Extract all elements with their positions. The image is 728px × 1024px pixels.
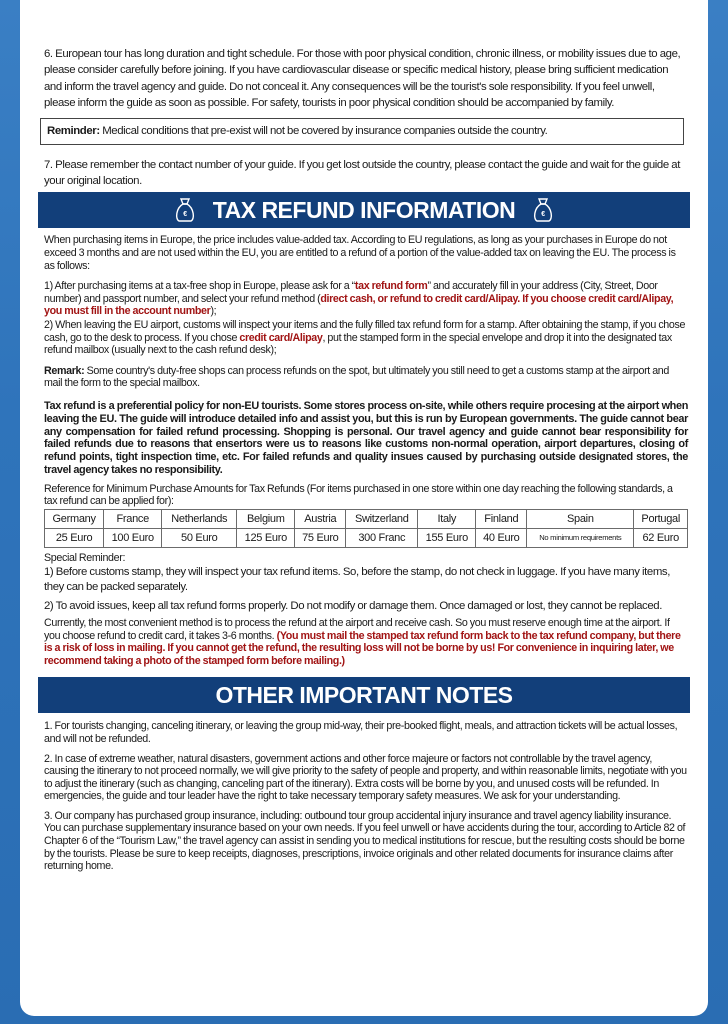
table-cell-country: Switzerland bbox=[346, 509, 418, 528]
tax-refund-banner bbox=[38, 192, 690, 228]
table-row-amounts bbox=[45, 528, 688, 547]
tax-step-2 bbox=[44, 319, 688, 357]
tax-table-caption: Reference for Minimum Purchase Amounts for Tax Refunds (For items purchased in one store within one day reaching the following standards, a tax refund can be applied for): bbox=[44, 482, 673, 508]
table-cell-amount bbox=[527, 528, 634, 547]
money-bag-icon bbox=[531, 197, 555, 223]
current-method-text: Currently, the most convenient method is to process the refund at the airport and receive cash. So you must reserve enough time at the airport. If you choose refund to credit card, it takes 3-6 months. bbox=[44, 616, 670, 642]
svg-text:€: € bbox=[541, 211, 545, 219]
tax-remark bbox=[44, 365, 688, 390]
table-cell-amount: 50 Euro bbox=[162, 528, 237, 547]
table-cell-amount: 125 Euro bbox=[237, 528, 295, 547]
tax-step-2-text: 2) When leaving the EU airport, customs will inspect your items and the fully filled tax refund form for a stamp. After obtaining the stamp, if you chose cash, go to the desk to process. If you chose bbox=[44, 319, 686, 344]
table-cell-country: Spain bbox=[527, 509, 634, 528]
note-2: 2. In case of extreme weather, natural disasters, government actions and other force majeure or factors not controllable by the travel agency, causing the itinerary to not proceed normally, we will give priority to the safety of people and property, and within reasonable limits, negotiate with you to adjust the itinerary (such as changing, canceling part of the itinerary). Extra costs will be borne by you, and unused costs will be refunded. In emergencies, the guide and tour leader have the right to take necessary temporary safety measures. We ask for your understanding. bbox=[44, 752, 687, 803]
table-cell-amount: 75 Euro bbox=[295, 528, 346, 547]
reminder-box bbox=[40, 118, 684, 145]
tax-policy-paragraph: Tax refund is a preferential policy for non-EU tourists. Some stores process on-site, while others require procesing at the airport when leaving the EU. The guide will introduce detailed info and assist you, but this is run by European governments. The guide cannot bear any compensation for failed refund processing. Shopping is personal. Our travel agency and guide cannot bear responsibility for failed refunds due to reasons that ensertors were us to reasons like customs non-normal operation, airport departures, closing of refund points, tight inspection time, etc. For failed refunds and quality insues caused by purchasing outside designated stores, the travel agency takes no responsibility. bbox=[44, 399, 688, 476]
section-7-paragraph: 7. Please remember the contact number of your guide. If you get lost outside the country, please contact the guide and wait for the guide at your original location. bbox=[44, 158, 680, 188]
reminder-label: Reminder: bbox=[47, 124, 100, 137]
table-cell-amount: 300 Franc bbox=[346, 528, 418, 547]
section-6-paragraph: 6. European tour has long duration and tight schedule. For those with poor physical condition, chronic illness, or mobility issues due to age, please consider carefully before joining. If you have cardiovascular disease or specific medical history, please bring sufficient medication and inform the travel agency and guide. Do not conceal it. Any consequences will be the tourist's sole responsibility. If you feel unwell, please inform the guide as soon as possible. For safety, tourists in poor physical condition should be accompanied by family. bbox=[44, 48, 681, 110]
refund-method-highlight: direct cash, or refund to credit card/Alipay. If you choose credit card/Alipay, you must fill in the account number bbox=[44, 292, 674, 318]
tax-minimum-table bbox=[44, 509, 688, 548]
tax-step-1-text: 1) After purchasing items at a tax-free shop in Europe, please ask for a “ bbox=[44, 280, 355, 293]
tax-step-1 bbox=[44, 280, 688, 318]
tax-intro-paragraph: When purchasing items in Europe, the price includes value-added tax. According to EU regulations, as long as your purchases in Europe do not exceed 3 months and are not used within the EU, you are entitled to a refund of a portion of the value-added tax on leaving the EU. The process is as follows: bbox=[44, 234, 676, 272]
tax-step-1-end: ); bbox=[210, 305, 217, 318]
table-cell-amount: 155 Euro bbox=[418, 528, 476, 547]
tax-step-2-text-2: , put the stamped form in the special envelope and drop it into the designated tax refund mailbox (usually next to the cash refund desk); bbox=[44, 331, 672, 357]
other-notes-banner bbox=[38, 677, 690, 713]
table-cell-country: Portugal bbox=[634, 509, 688, 528]
table-cell-country: France bbox=[104, 509, 162, 528]
other-notes-title: OTHER IMPORTANT NOTES bbox=[215, 681, 513, 708]
money-bag-icon bbox=[173, 197, 197, 223]
table-cell-amount: 40 Euro bbox=[476, 528, 527, 547]
table-row-countries bbox=[45, 509, 688, 528]
mailing-warning-highlight: (You must mail the stamped tax refund form back to the tax refund company, but there is a risk of loss in mailing. If you cannot get the refund, the resulting loss will not be borne by us! For convenience in inquiring later, we recommend taking a photo of the stamped form before mailing.) bbox=[44, 629, 681, 667]
document-page bbox=[20, 0, 708, 1016]
credit-card-alipay-highlight: credit card/Alipay bbox=[239, 331, 323, 344]
table-cell-country: Belgium bbox=[237, 509, 295, 528]
table-cell-country: Netherlands bbox=[162, 509, 237, 528]
table-cell-country: Germany bbox=[45, 509, 104, 528]
tax-step-1-text-2: ” and accurately fill in your address (City, Street, Door number) and passport number, and select your refund method ( bbox=[44, 280, 658, 305]
remark-label: Remark: bbox=[44, 364, 85, 377]
remark-text: Some country's duty-free shops can process refunds on the spot, but ultimately you still need to get a customs stamp at the airport and mail the form to the special mailbox. bbox=[44, 364, 670, 390]
reminder-text: Medical conditions that pre-exist will not be covered by insurance companies outside the country. bbox=[99, 124, 548, 137]
table-cell-amount: 100 Euro bbox=[104, 528, 162, 547]
tax-refund-form-highlight: tax refund form bbox=[354, 280, 428, 293]
current-method-paragraph bbox=[44, 617, 688, 667]
table-cell-country: Finland bbox=[476, 509, 527, 528]
table-cell-amount: 25 Euro bbox=[45, 528, 104, 547]
table-cell-country: Italy bbox=[418, 509, 476, 528]
table-cell-country: Austria bbox=[295, 509, 346, 528]
svg-text:€: € bbox=[183, 211, 187, 219]
note-3: 3. Our company has purchased group insurance, including: outbound tour group accidental injury insurance and travel agency liability insurance. You can purchase supplementary insurance based on your own needs. If you feel unwell or have accidents during the tour, according to Article 82 of Chapter 6 of the “Tourism Law,” the travel agency can assist in sending you to medical institutions for rescue, but the resulting costs should be borne by the tourists. Please be sure to keep receipts, diagnoses, prescriptions, invoice originals and other related documents for insurance claims after returning home. bbox=[44, 809, 686, 873]
note-1: 1. For tourists changing, canceling itinerary, or leaving the group mid-way, their pre-booked flight, meals, and attraction tickets will be actual losses, and will not be refunded. bbox=[44, 720, 678, 745]
no-minimum-note: No minimum requirements bbox=[539, 532, 622, 542]
special-reminder-label: Special Reminder: bbox=[44, 551, 126, 564]
document-content bbox=[44, 0, 688, 873]
table-cell-amount: 62 Euro bbox=[634, 528, 688, 547]
special-reminder-1: 1) Before customs stamp, they will inspect your tax refund items. So, before the stamp, do not check in luggage. If you have many items, they can be packed separately. bbox=[44, 565, 670, 593]
tax-refund-title: TAX REFUND INFORMATION bbox=[212, 196, 516, 223]
special-reminder-2: 2) To avoid issues, keep all tax refund forms properly. Do not modify or damage them. Once damaged or lost, they cannot be replaced. bbox=[44, 599, 662, 612]
